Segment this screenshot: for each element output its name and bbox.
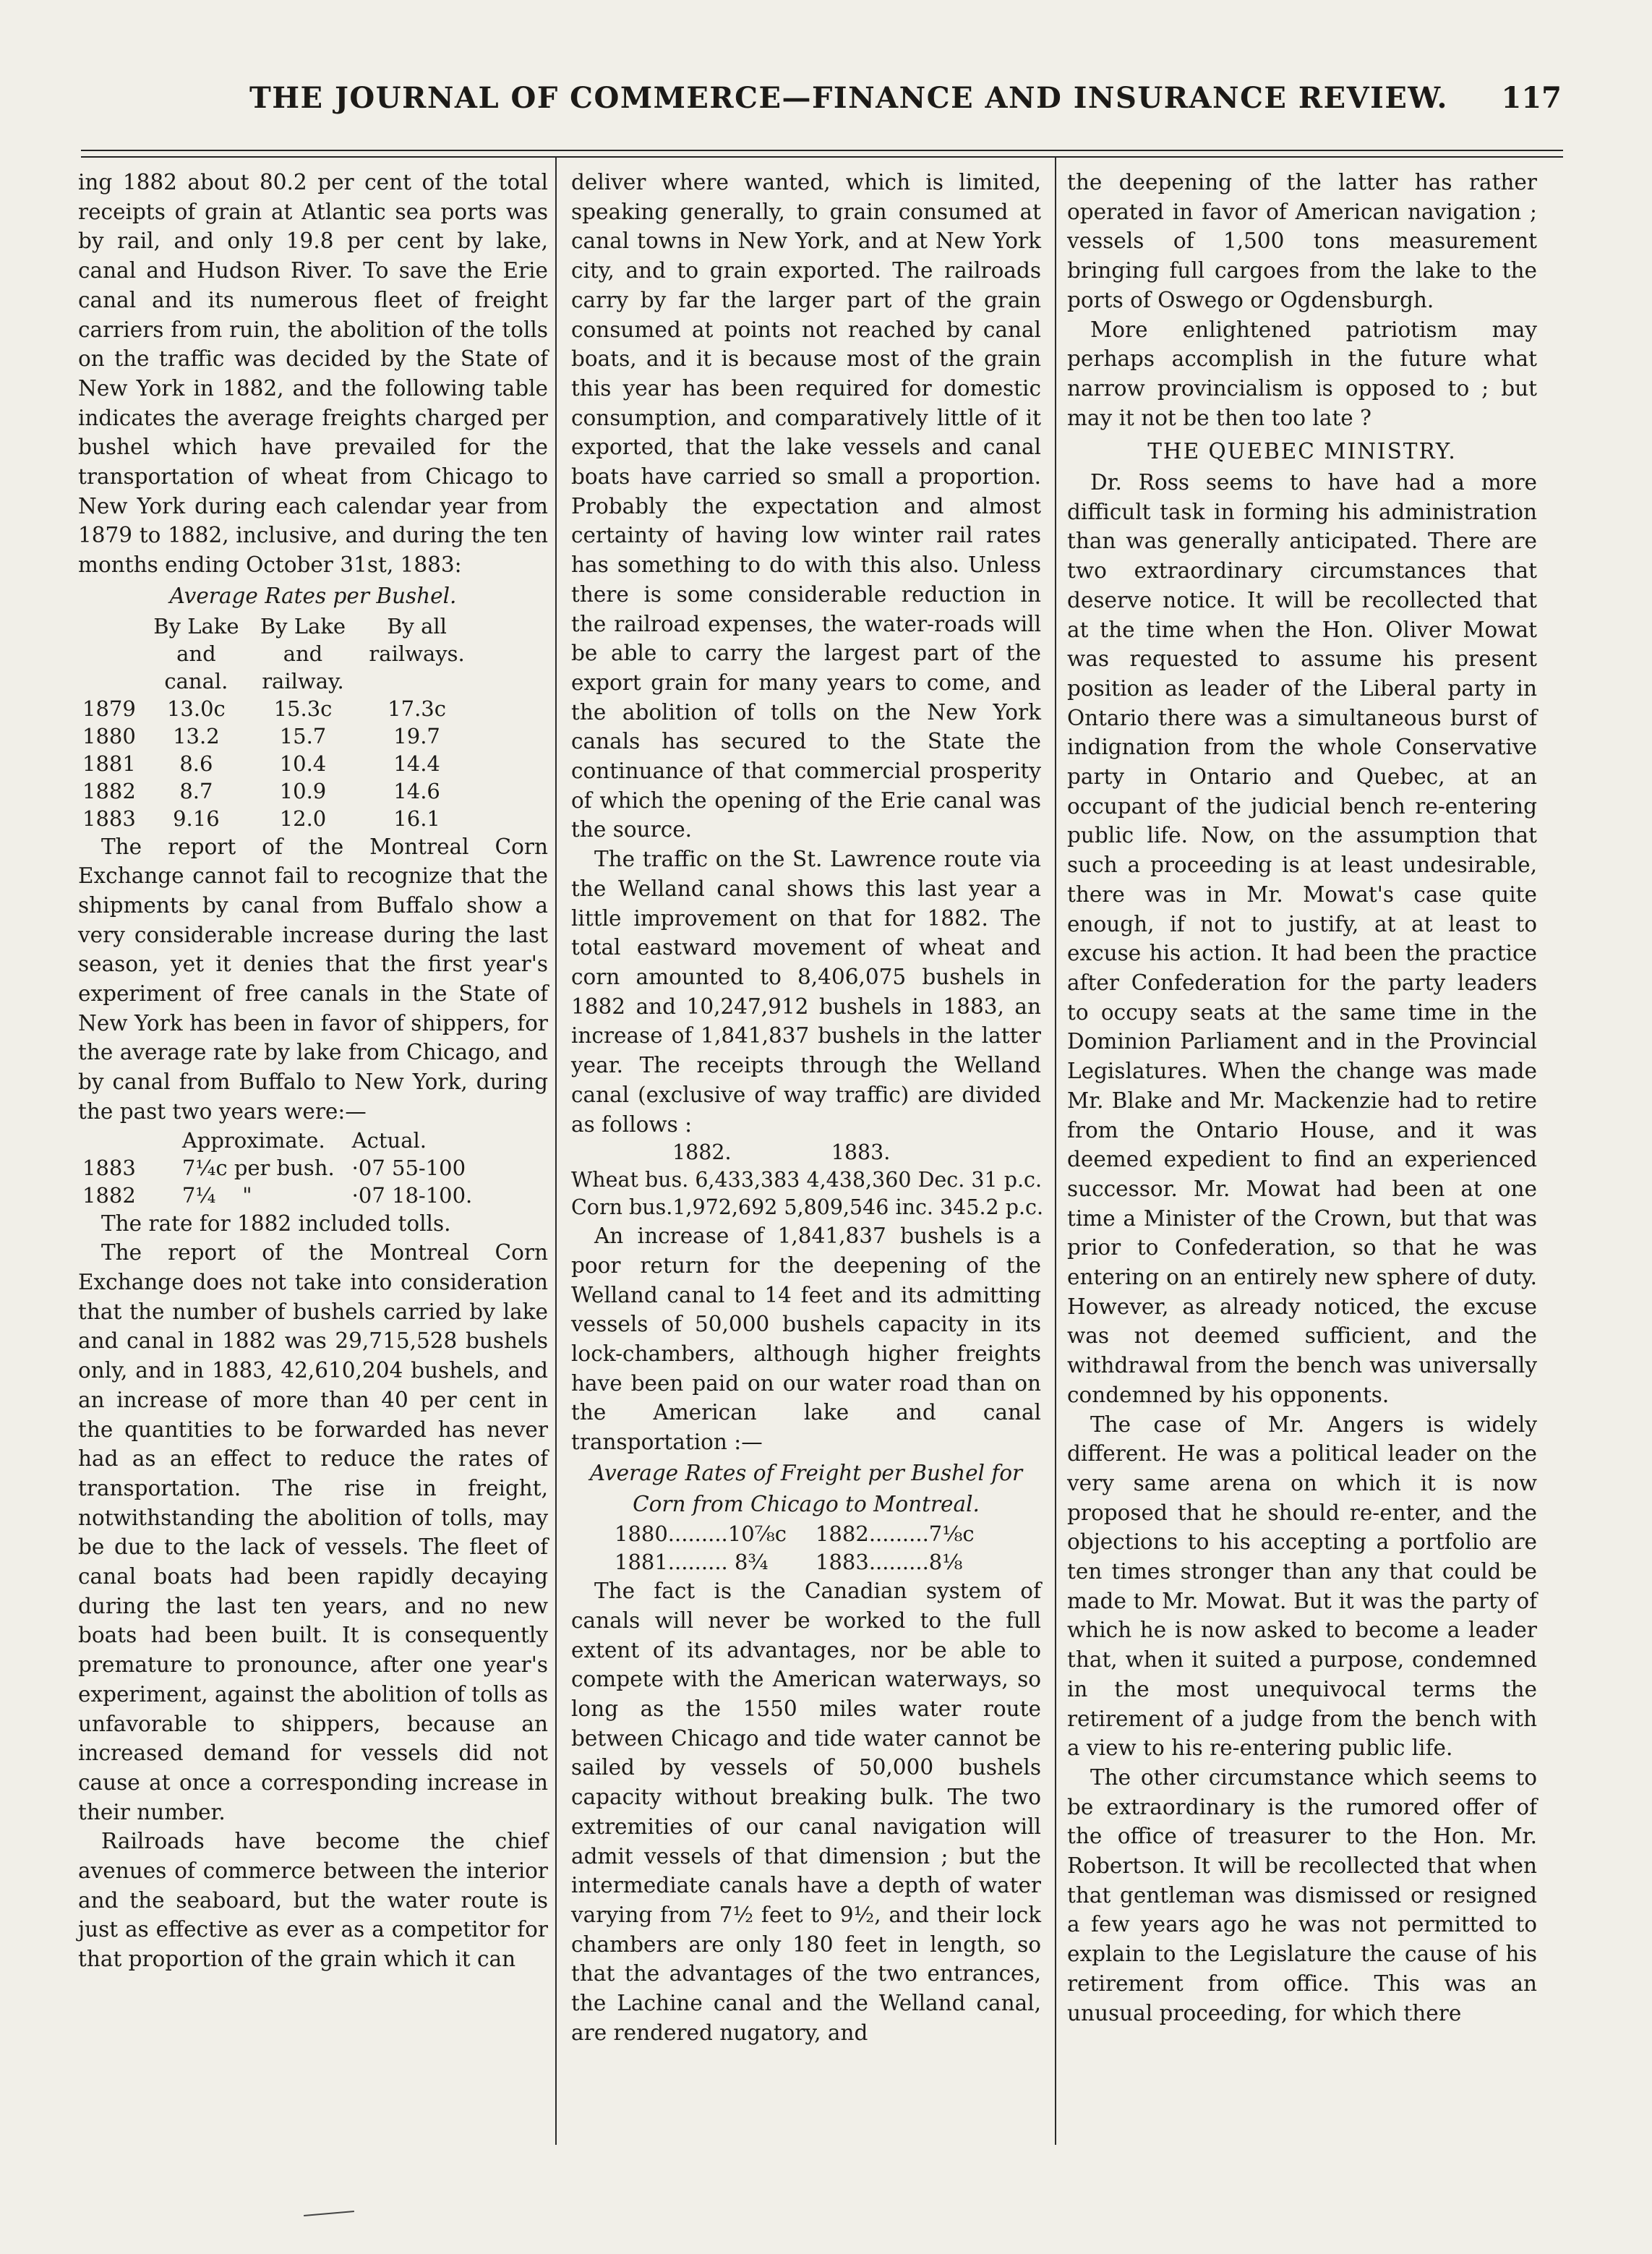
table-row <box>82 777 473 805</box>
receipts-header <box>571 1139 1041 1166</box>
column-header: By all railways. <box>369 613 465 666</box>
table-cell: 10.9 <box>279 778 327 803</box>
table-cell: 14.6 <box>393 778 440 803</box>
table-cell: 1883 <box>82 806 136 831</box>
receipts-table <box>571 1139 1044 1221</box>
two-year-rates-table <box>82 1127 489 1209</box>
table-cell: 12.0 <box>279 806 327 831</box>
table-row: Corn bus.1,972,692 5,809,546 inc. 345.2 p.c. <box>571 1195 1044 1220</box>
paragraph: The fact is the Canadian system of canals will never be worked to the full extent of its advantages, nor be able to compete with the American waterways, so long as the 1550 miles water route between Chicago and tide water cannot be sailed by vessels of 50,000 bushels capacity without breaking bulk. The two extremities of our canal navigation will admit vessels of that dimension ; but the intermediate canals have a depth of water varying from 7½ feet to 9½, and their lock chambers are only 180 feet in length, so that the advantages of the two entrances, the Lachine canal and the Welland canal, are rendered nugatory, and <box>571 1579 1041 2045</box>
table-cell: 1883.........8⅛ <box>816 1550 963 1575</box>
section-heading: THE QUEBEC MINISTRY. <box>1147 439 1457 464</box>
table-cell: 16.1 <box>393 806 440 831</box>
column-header: Actual. <box>351 1127 427 1153</box>
table-cell: 1883 <box>82 1155 136 1180</box>
table-cell: 1882 <box>82 778 136 803</box>
table-caption: Average Rates of Freight per Bushel for <box>589 1460 1023 1485</box>
header-rule <box>81 150 1563 158</box>
table-cell: 9.16 <box>173 806 220 831</box>
table-cell: 13.0c <box>166 696 226 721</box>
table-cell: 8.7 <box>179 778 213 803</box>
table-row <box>82 1154 489 1182</box>
paragraph: More enlightened patriotism may perhaps accomplish in the future what narrow provincialism is opposed to ; but may it not be then too late ? <box>1067 317 1537 430</box>
column-header: By Lake and canal. <box>153 613 239 693</box>
table-cell: ·07 18-100. <box>351 1182 473 1208</box>
printer-mark <box>304 2211 354 2216</box>
page-header <box>80 81 1562 124</box>
average-rates-table <box>82 612 473 832</box>
table-row: Wheat bus. 6,433,383 4,438,360 Dec. 31 p.c. <box>571 1168 1043 1192</box>
table-header-row <box>82 612 473 695</box>
paragraph: the deepening of the latter has rather operated in favor of American navigation ; vessels of 1,500 tons measurement bringing full cargoes from the lake to the ports of Oswego or Ogdensburgh. <box>1067 170 1537 312</box>
table-cell: 1882.........7⅛c <box>816 1521 975 1547</box>
table-caption: Corn from Chicago to Montreal. <box>633 1491 980 1516</box>
table-cell: 1880 <box>82 723 136 748</box>
table-cell: 1879 <box>82 696 136 721</box>
column-1 <box>78 168 548 1974</box>
table-row <box>82 722 473 750</box>
paragraph: The other circumstance which seems to be extraordinary is the rumored offer of the office of treasurer to the Hon. Mr. Robertson. It will be recollected that when that gentleman was dismissed or resigned a few years ago he was not permitted to explain to the Legislature the cause of his retirement from office. This was an unusual proceeding, for which there <box>1067 1764 1537 2025</box>
table-row <box>615 1520 1003 1548</box>
column-header: Approximate. <box>181 1127 325 1153</box>
paragraph: The report of the Montreal Corn Exchange cannot fail to recognize that the shipments by canal from Buffalo show a very considerable increase during the last season, yet it denies that the first year's experiment of free canals in the State of New York has been in favor of shippers, for the average rate by lake from Chicago, and by canal from Buffalo to New York, during the past two years were:— <box>78 834 548 1124</box>
paragraph: An increase of 1,841,837 bushels is a poor return for the deepening of the Welland canal to 14 feet and its admitting vessels of 50,000 bushels capacity in its lock-chambers, although higher freights have been paid on our water road than on the American lake and canal transportation :— <box>571 1224 1041 1455</box>
table-cell: 1881......... 8¾ <box>615 1550 769 1575</box>
table-cell: 7¼c per bush. <box>181 1155 335 1180</box>
table-caption: Average Rates per Bushel. <box>169 583 457 608</box>
journal-title: THE JOURNAL OF COMMERCE—FINANCE AND INSURANCE REVIEW. <box>249 81 1448 115</box>
column-2 <box>571 168 1044 2047</box>
paragraph: Dr. Ross seems to have had a more difficult task in forming his administration than was generally anticipated. There are two extraordinary circumstances that deserve notice. It will be recollected that at the time when the Hon. Oliver Mowat was requested to assume his present position as leader of the Liberal party in Ontario there was a simultaneous burst of indignation from the whole Conservative party in Ontario and Quebec, at an occupant of the judicial bench re-entering public life. Now, on the assumption that such a proceeding is at least undesirable, there was in Mr. Mowat's case quite enough, if not to justify, at at least to excuse his action. It had been the practice after Confederation for the party leaders to occupy seats at the same time in the Dominion Parliament and in the Provincial Legislatures. When the change was made Mr. Blake and Mr. Mackenzie had to retire from the Ontario House, and it was deemed expedient to find an experienced successor. Mr. Mowat had been at one time a Minister of the Crown, but that was prior to Confederation, so that he was entering on an entirely new sphere of duty. However, as already noticed, the excuse was not deemed sufficient, and the withdrawal from the bench was universally condemned by his opponents. <box>1067 470 1537 1407</box>
table-cell: 7¼ " <box>181 1182 252 1208</box>
table-cell: 10.4 <box>279 751 327 776</box>
table-cell: 13.2 <box>173 723 220 748</box>
page-number: 117 <box>1501 81 1562 115</box>
table-cell: 15.7 <box>279 723 327 748</box>
paragraph: The case of Mr. Angers is widely different. He was a political leader on the very same arena on which it is now proposed that he should re-enter, and the objections to his accepting a portfolio are ten times stronger than any that could be made to Mr. Mowat. But it was the party of which he is now asked to become a leader that, when it suited a purpose, condemned in the most unequivocal terms the retirement of a judge from the bench with a view to his re-entering public life. <box>1067 1412 1537 1761</box>
table-cell: 1882 <box>82 1182 136 1208</box>
table-cell: 15.3c <box>273 696 333 721</box>
table-row <box>82 1182 489 1209</box>
table-row <box>82 750 473 777</box>
column-divider-1 <box>555 156 557 2145</box>
paragraph: The rate for 1882 included tolls. <box>101 1211 451 1236</box>
table-cell: 19.7 <box>393 723 440 748</box>
table-cell: 1881 <box>82 751 136 776</box>
column-divider-2 <box>1055 156 1056 2145</box>
table-cell: 1880.........10⅞c <box>615 1521 787 1547</box>
column-header <box>82 1127 153 1154</box>
freight-rates-table <box>615 1520 1003 1576</box>
table-row <box>615 1548 1003 1576</box>
table-cell: 14.4 <box>393 751 440 776</box>
table-header-row <box>82 1127 489 1154</box>
column-header: By Lake and railway. <box>260 613 346 693</box>
table-row <box>82 805 473 832</box>
table-cell: ·07 55-100 <box>351 1155 466 1180</box>
paragraph: The traffic on the St. Lawrence route via the Welland canal shows this last year a little improvement on that for 1882. The total eastward movement of wheat and corn amounted to 8,406,075 bushels in 1882 and 10,247,912 bushels in 1883, an increase of 1,841,837 bushels in the latter year. The receipts through the Welland canal (exclusive of way traffic) are divided as follows : <box>571 847 1041 1137</box>
paragraph: deliver where wanted, which is limited, speaking generally, to grain consumed at canal towns in New York, and at New York city, and to grain exported. The railroads carry by far the larger part of the grain consumed at points not reached by canal boats, and it is because most of the grain this year has been required for domestic consumption, and comparatively little of it exported, that the lake vessels and canal boats have carried so small a proportion. Probably the expectation and almost certainty of having low winter rail rates has something to do with this also. Unless there is some considerable reduction in the railroad expenses, the water-roads will be able to carry the largest part of the export grain for many years to come, and the abolition of tolls on the New York canals has secured to the State the continuance of that commercial prosperity of which the opening of the Erie canal was the source. <box>571 170 1041 842</box>
paragraph: Railroads have become the chief avenues of commerce between the interior and the seaboard, but the water route is just as effective as ever as a competitor for that proportion of the grain which it can <box>78 1829 548 1972</box>
table-row <box>82 695 473 722</box>
paragraph: The report of the Montreal Corn Exchange does not take into consideration that the number of bushels carried by lake and canal in 1882 was 29,715,528 bushels only, and in 1883, 42,610,204 bushels, and an increase of more than 40 per cent in the quantities to be forwarded has never had as an effect to reduce the rates of transportation. The rise in freight, notwithstanding the abolition of tolls, may be due to the lack of vessels. The fleet of canal boats had been rapidly decaying during the last ten years, and no new boats had been built. It is consequently premature to pronounce, after one year's experiment, against the abolition of tolls as unfavorable to shippers, because an increased demand for vessels did not cause at once a corresponding increase in their number. <box>78 1240 548 1824</box>
table-cell: 17.3c <box>388 696 446 721</box>
table-cell: 8.6 <box>179 751 213 776</box>
paragraph: ing 1882 about 80.2 per cent of the total receipts of grain at Atlantic sea ports was by rail, and only 19.8 per cent by lake, canal and Hudson River. To save the Erie canal and its numerous fleet of freight carriers from ruin, the abolition of the tolls on the traffic was decided by the State of New York in 1882, and the following table indicates the average freights charged per bushel which have prevailed for the transportation of wheat from Chicago to New York during each calendar year from 1879 to 1882, inclusive, and during the ten months ending October 31st, 1883: <box>78 170 548 578</box>
column-header: 1883. <box>831 1140 891 1165</box>
column-header: 1882. <box>672 1140 732 1165</box>
column-3 <box>1067 168 1537 2028</box>
